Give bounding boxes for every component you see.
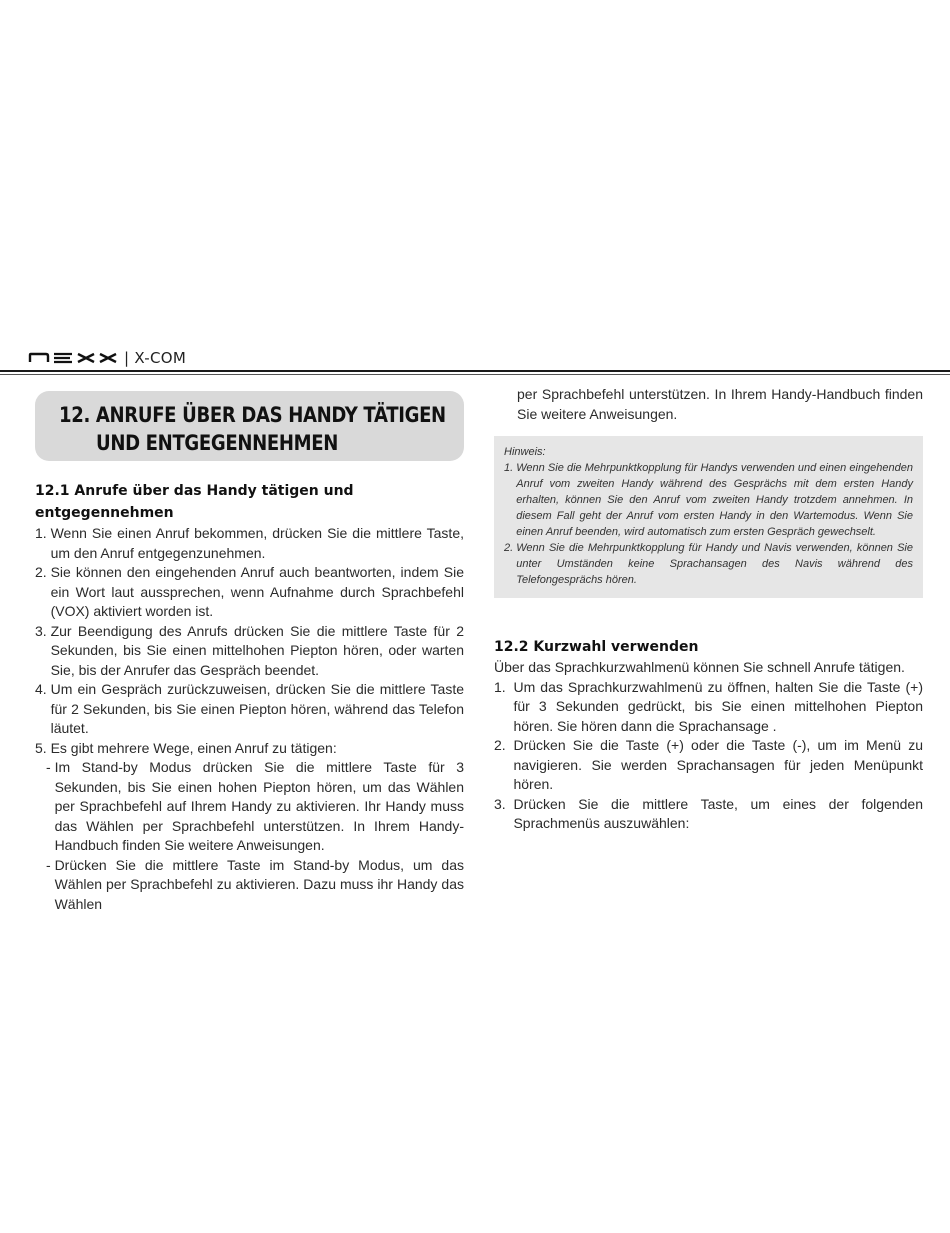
list-subitem <box>46 758 464 856</box>
list-text: Zur Beendigung des Anrufs drücken Sie die mittlere Taste für 2 Sekunden, bis Sie einen mittelhohen Piepton hören, oder warten Sie, bis der Anrufer das Gespräch beendet. <box>50 622 464 678</box>
list-text: Um das Sprachkurzwahlmenü zu öffnen, halten Sie die Taste (+) für 3 Sekunden gedrückt, bis Sie einen mittelhohen Piepton hören. Sie hören dann die Sprachansage . <box>513 678 923 734</box>
list-number: 3. <box>35 622 47 639</box>
list-text: Sie können den eingehenden Anruf auch beantworten, indem Sie ein Wort laut aussprechen, wenn Aufnahme durch Sprachbefehl (VOX) aktiviert worden ist. <box>50 564 464 619</box>
list-number: 2. <box>35 564 47 580</box>
note-item <box>504 540 913 588</box>
list-text: Es gibt mehrere Wege, einen Anruf zu tätigen: <box>50 739 337 756</box>
section-body <box>35 524 464 914</box>
list-number: 4. <box>35 681 47 697</box>
note-number: 1. <box>504 462 514 474</box>
list-text: Wenn Sie einen Anruf bekommen, drücken Sie die mittlere Taste, um den Anruf entgegenzunehmen. <box>50 525 464 561</box>
continuation-text: per Sprachbefehl unterstützen. In Ihrem Handy-Handbuch finden Sie weitere Anweisungen. <box>517 386 923 422</box>
list-text: Drücken Sie die mittlere Taste, um eines der folgenden Sprachmenüs auszuwählen: <box>513 795 923 831</box>
right-column <box>494 385 923 834</box>
list-item <box>35 524 464 563</box>
note-label: Hinweis: <box>504 446 546 458</box>
left-column <box>35 480 464 914</box>
chapter-title-box <box>35 391 464 461</box>
note-box <box>494 436 923 598</box>
list-number: 1. <box>494 678 506 695</box>
list-text: Um ein Gespräch zurückzuweisen, drücken Sie die mittlere Taste für 2 Sekunden, bis Sie einen Piepton hören, während das Telefon läutet. <box>50 681 464 736</box>
subitem-text: Drücken Sie die mittlere Taste im Stand-by Modus, um das Wählen per Sprachbefehl zu aktivieren. Dazu muss ihr Handy das Wählen <box>54 856 464 912</box>
list-item <box>35 739 464 759</box>
note-text: Wenn Sie die Mehrpunktkopplung für Handy und Navis verwenden, können Sie unter Umständen keine Sprachansagen des Navis während des Telefongesprächs hören. <box>516 542 913 586</box>
header-rule-thin <box>0 374 950 375</box>
list-number: 5. <box>35 739 47 756</box>
section-body <box>494 658 923 834</box>
list-item <box>35 622 464 681</box>
list-item <box>35 563 464 622</box>
list-item <box>494 678 923 737</box>
list-number: 3. <box>494 795 506 812</box>
section-intro: Über das Sprachkurzwahlmenü können Sie schnell Anrufe tätigen. <box>494 659 905 675</box>
chapter-title-line2: UND ENTGEGENNEHMEN <box>96 431 339 455</box>
note-item <box>504 460 913 540</box>
chapter-title-line1: 12. ANRUFE ÜBER DAS HANDY TÄTIGEN <box>59 403 446 427</box>
header-rule <box>0 370 950 372</box>
section-heading: 12.2 Kurzwahl verwenden <box>494 639 699 655</box>
note-text: Wenn Sie die Mehrpunktkopplung für Handys verwenden und einen eingehenden Anruf vom zweiten Handy während des Gesprächs mit dem ersten Handy erhalten, können Sie den Anruf vom zweiten Handy trotzdem annehmen. In diesem Fall geht der Anruf vom ersten Handy in den Wartemodus. Wenn Sie einen Anruf beenden, wird automatisch zum ersten Gespräch gewechselt. <box>516 462 913 538</box>
list-text: Drücken Sie die Taste (+) oder die Taste (-), um im Menü zu navigieren. Sie werden Sprachansagen für jeden Menüpunkt hören. <box>513 737 923 792</box>
page-header <box>28 349 186 367</box>
note-number: 2. <box>504 542 514 554</box>
list-number: 2. <box>494 737 506 753</box>
subitem-text: Im Stand-by Modus drücken Sie die mittlere Taste für 3 Sekunden, bis Sie einen hohen Piepton hören, um das Wählen per Sprachbefehl auf Ihrem Handy zu aktivieren. Ihr Handy muss das Wählen per Sprachbefehl unterstützen. In Ihrem Handy-Handbuch finden Sie weitere Anweisungen. <box>54 759 464 853</box>
nexx-logo <box>28 351 120 365</box>
list-subitem <box>46 856 464 915</box>
dash-marker: - <box>46 856 51 873</box>
section-heading: 12.1 Anrufe über das Handy tätigen und entgegennehmen <box>35 483 354 521</box>
list-number: 1. <box>35 525 47 541</box>
list-item <box>494 736 923 795</box>
dash-marker: - <box>46 759 51 775</box>
product-name: | X-COM <box>124 349 187 367</box>
list-item <box>494 795 923 834</box>
list-item <box>35 680 464 739</box>
